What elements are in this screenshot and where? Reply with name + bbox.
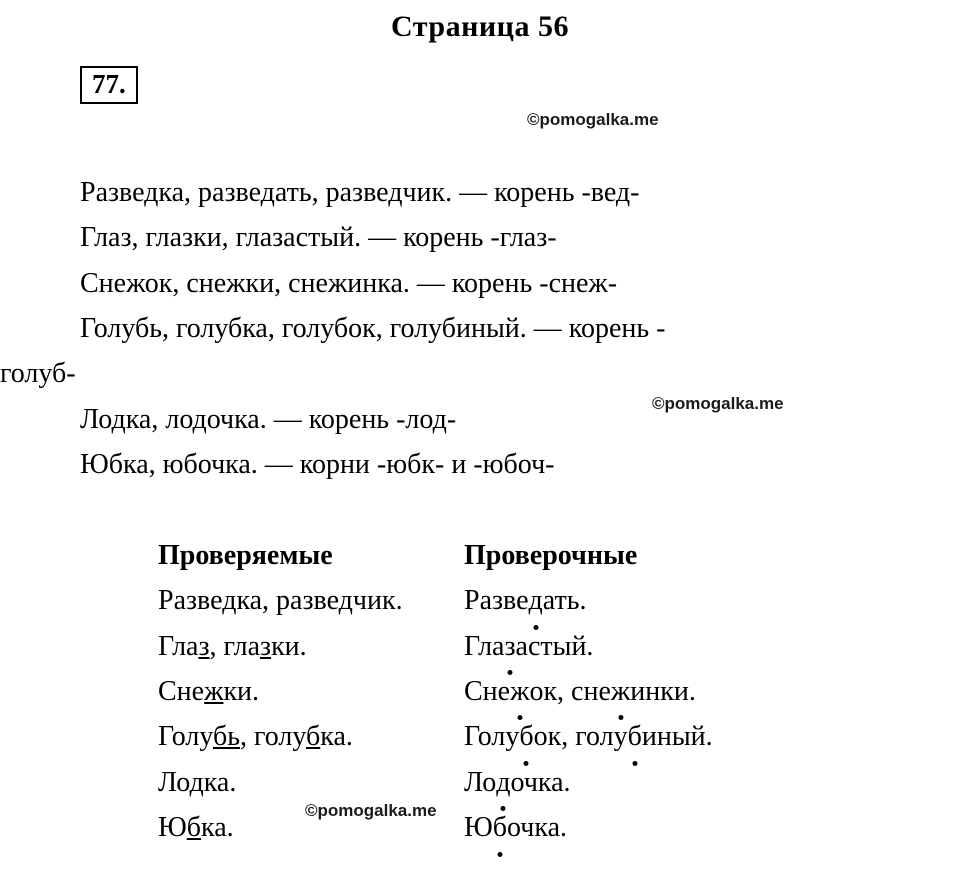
watermark-bottom: ©pomogalka.me xyxy=(305,801,437,820)
table-header-test: Проверочные xyxy=(464,540,638,571)
answer-line: Глаз, глазки, глазастый. — корень -глаз- xyxy=(80,222,557,254)
table-cell-checked: Голубь, голубка. xyxy=(158,721,353,753)
table-row xyxy=(0,578,960,623)
table-cell-test: Лодочка. xyxy=(464,760,571,805)
table-cell-test: Разведать. xyxy=(464,578,587,623)
table-cell-checked: Лодка. xyxy=(158,766,237,798)
table-cell-checked: Глаз, глазки. xyxy=(158,630,307,662)
watermark-top: ©pomogalka.me xyxy=(527,110,659,129)
table-cell-test: Глазастый. xyxy=(464,624,593,669)
table-row xyxy=(0,805,960,850)
table-cell-checked: Юбка. xyxy=(158,812,234,844)
table-cell-checked: Разведка, разведчик. xyxy=(158,585,403,617)
answer-line: Разведка, разведать, разведчик. — корень -вед- xyxy=(80,177,640,208)
page-title: Страница 56 xyxy=(391,10,569,43)
exercise-number: 77. xyxy=(80,66,138,104)
table-cell-test: Голубок, голубиный. xyxy=(464,714,713,759)
answer-line: Юбка, юбочка. — корни -юбк- и -юбоч- xyxy=(80,449,555,481)
table-row xyxy=(0,624,960,669)
table-cell-test: Юбочка. xyxy=(464,805,567,850)
table-row xyxy=(0,669,960,714)
watermark-middle: ©pomogalka.me xyxy=(652,394,784,413)
table-header-checked: Проверяемые xyxy=(158,540,333,571)
table-header-row xyxy=(0,533,960,578)
answer-body xyxy=(0,170,960,488)
answer-line: Снежок, снежки, снежинка. — корень -снеж- xyxy=(80,267,618,299)
table-cell-test: Снежок, снежинки. xyxy=(464,669,696,714)
table-cell-checked: Снежки. xyxy=(158,676,260,708)
answer-line: Голубь, голубка, голубок, голубиный. — корень - xyxy=(80,313,666,345)
table-row xyxy=(0,714,960,759)
answer-line-continuation: голуб- xyxy=(0,358,76,390)
answer-line: Лодка, лодочка. — корень -лод- xyxy=(80,403,457,435)
table-row xyxy=(0,760,960,805)
answer-table xyxy=(0,533,960,851)
